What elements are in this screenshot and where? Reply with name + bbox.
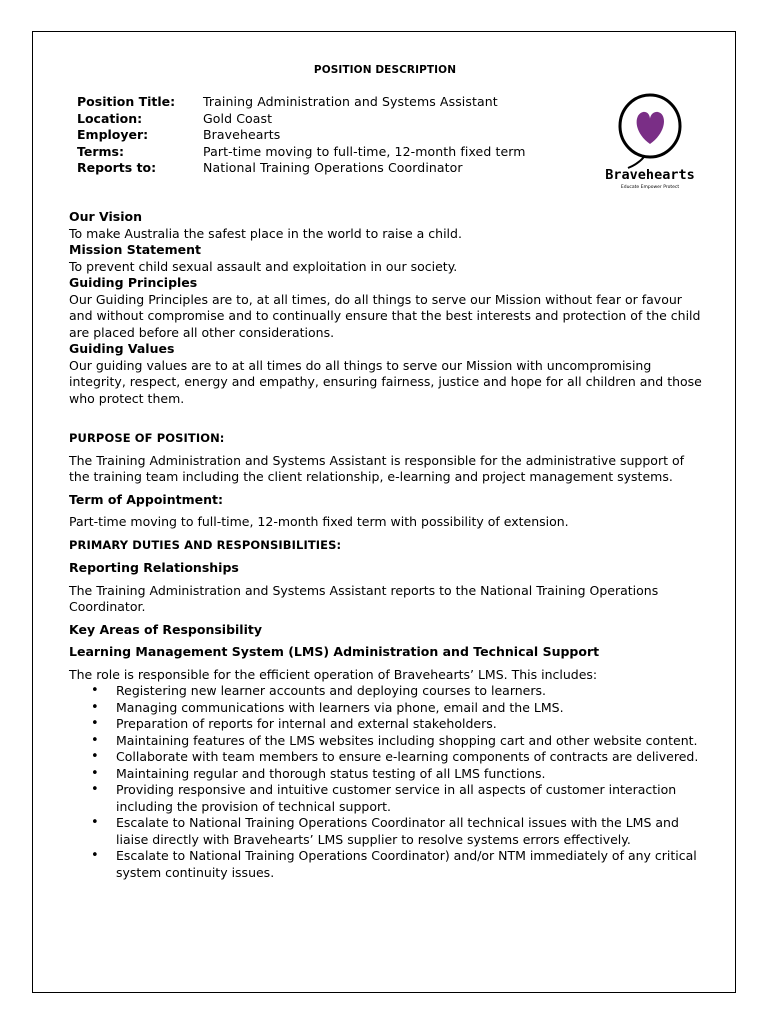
detail-value: Training Administration and Systems Assistant	[203, 94, 498, 109]
document-body	[69, 209, 703, 881]
reporting-text: The Training Administration and Systems Assistant reports to the National Training Operations Coordinator.	[69, 582, 659, 614]
detail-row-employer	[77, 127, 526, 144]
mission-heading: Mission Statement	[69, 242, 201, 257]
duties-heading: PRIMARY DUTIES AND RESPONSIBILITIES:	[69, 537, 342, 552]
lms-heading: Learning Management System (LMS) Administration and Technical Support	[69, 644, 600, 659]
values-text: Our guiding values are to at all times do all things to serve our Mission with uncompromising integrity, respect, energy and empathy, ensuring fairness, justice and hope for all children and those who protect them.	[69, 357, 702, 406]
detail-row-reports-to	[77, 160, 526, 177]
position-details	[77, 94, 526, 177]
list-item: • Maintaining regular and thorough status testing of all LMS functions.	[69, 766, 703, 783]
document-title: POSITION DESCRIPTION	[313, 64, 457, 76]
list-item: • Preparation of reports for internal and external stakeholders.	[69, 716, 703, 733]
detail-label: Location:	[77, 110, 143, 126]
list-item: • Escalate to National Training Operations Coordinator all technical issues with the LMS and liaise directly with Bravehearts’ LMS supplier to resolve systems errors effectively.	[69, 815, 703, 848]
term-text: Part-time moving to full-time, 12-month fixed term with possibility of extension.	[69, 514, 569, 529]
key-areas-heading: Key Areas of Responsibility	[69, 621, 262, 637]
list-item: • Maintaining features of the LMS websites including shopping cart and other website content.	[69, 733, 703, 750]
detail-row-location	[77, 111, 526, 128]
detail-value: National Training Operations Coordinator	[203, 160, 463, 175]
list-item: • Collaborate with team members to ensure e-learning components of contracts are delivered.	[69, 749, 703, 766]
list-item: • Registering new learner accounts and deploying courses to learners.	[69, 683, 703, 700]
lms-responsibilities-list	[69, 683, 703, 881]
detail-value: Bravehearts	[203, 127, 281, 142]
detail-row-terms	[77, 144, 526, 161]
list-item: • Escalate to National Training Operations Coordinator) and/or NTM immediately of any critical system continuity issues.	[69, 848, 703, 881]
principles-heading: Guiding Principles	[69, 275, 198, 290]
lms-intro: The role is responsible for the efficient operation of Bravehearts’ LMS. This includes:	[69, 666, 598, 682]
vision-heading: Our Vision	[69, 209, 142, 224]
purpose-text: The Training Administration and Systems Assistant is responsible for the administrative support of the training team including the client relationship, e-learning and project management systems.	[69, 452, 685, 484]
detail-value: Gold Coast	[203, 110, 273, 126]
list-item: • Providing responsive and intuitive customer service in all aspects of customer interaction including the provision of technical support.	[69, 782, 703, 815]
detail-label: Terms:	[77, 143, 124, 159]
detail-label: Position Title:	[77, 94, 176, 109]
logo-wordmark: Bravehearts	[605, 167, 695, 183]
logo-tagline: Educate Empower Protect	[620, 185, 680, 190]
detail-value: Part-time moving to full-time, 12-month fixed term	[203, 143, 526, 159]
mission-text: To prevent child sexual assault and exploitation in our society.	[69, 258, 458, 274]
reporting-heading: Reporting Relationships	[69, 560, 239, 575]
purpose-heading: PURPOSE OF POSITION:	[69, 431, 225, 445]
heart-icon	[637, 112, 664, 144]
vision-text: To make Australia the safest place in the world to raise a child.	[69, 225, 462, 241]
term-heading: Term of Appointment:	[69, 491, 223, 507]
list-item: • Managing communications with learners via phone, email and the LMS.	[69, 700, 703, 717]
detail-row-position-title	[77, 94, 526, 111]
detail-label: Employer:	[77, 127, 149, 142]
bravehearts-logo	[598, 92, 702, 200]
detail-label: Reports to:	[77, 160, 157, 175]
values-heading: Guiding Values	[69, 341, 175, 356]
principles-text: Our Guiding Principles are to, at all times, do all things to serve our Mission without fear or favour and without compromise and to continually ensure that the best interests and protection of the child are placed before all other considerations.	[69, 291, 701, 340]
